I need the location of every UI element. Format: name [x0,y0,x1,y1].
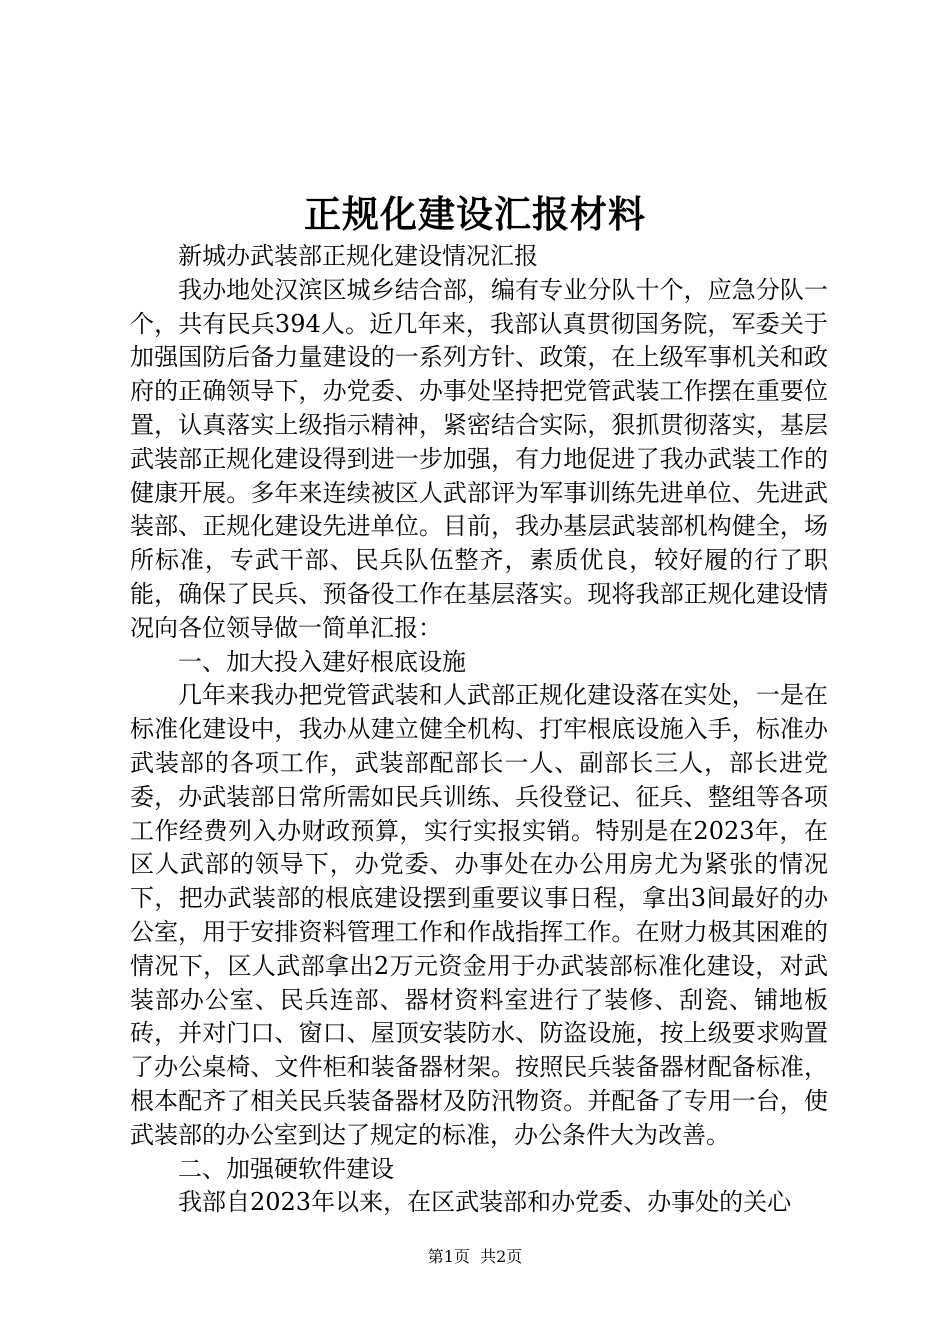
section-2-paragraph: 我部自2023年以来，在区武装部和办党委、办事处的关心 [178,1188,792,1217]
section-1-paragraph: 几年来我办把党管武装和人武部正规化建设落在实处，一是在标准化建设中，我办从建立健全机构、打牢根底设施入手，标准办武装部的各项工作，武装部配部长一人、副部长三人，部长进党委，办武装部日常所需如民兵训练、兵役登记、征兵、整组等各项工作经费列入办财政预算，实行实报实销。特别是在2023年，在区人武部的领导下，办党委、办事处在办公用房尤为紧张的情况下，把办武装部的根底建设摆到重要议事日程，拿出3间最好的办公室，用于安排资料管理工作和作战指挥工作。在财力极其困难的情况下，区人武部拿出2万元资金用于办武装部标准化建设，对武装部办公室、民兵连部、器材资料室进行了装修、刮瓷、铺地板砖，并对门口、窗口、屋顶安装防水、防盗设施，按上级要求购置了办公桌椅、文件柜和装备器材架。按照民兵装备器材配备标准，根本配齐了相关民兵装备器材及防汛物资。并配备了专用一台，使武装部的办公室到达了规定的标准，办公条件大为改善。 [130,681,828,1149]
intro-paragraph: 我办地处汉滨区城乡结合部，编有专业分队十个，应急分队一个，共有民兵394人。近几年来，我部认真贯彻国务院，军委关于加强国防后备力量建设的一系列方针、政策，在上级军事机关和政府的正确领导下，办党委、办事处坚持把党管武装工作摆在重要位置，认真落实上级指示精神，紧密结合实际，狠抓贯彻落实，基层武装部正规化建设得到进一步加强，有力地促进了我办武装工作的健康开展。多年来连续被区人武部评为军事训练先进单位、先进武装部、正规化建设先进单位。目前，我办基层武装部机构健全，场所标准，专武干部、民兵队伍整齐，素质优良，较好履的行了职能，确保了民兵、预备役工作在基层落实。现将我部正规化建设情况向各位领导做一简单汇报： [130,275,828,642]
document-body [130,240,828,1220]
page-number-current: 第1页 [427,1247,470,1266]
section-heading-1: 一、加大投入建好根底设施 [178,647,466,676]
section-heading-2: 二、加强硬软件建设 [178,1154,394,1183]
subtitle-paragraph: 新城办武装部正规化建设情况汇报 [178,242,538,270]
document-title: 正规化建设汇报材料 [304,192,646,236]
page-footer [0,1244,950,1267]
page-number-total: 共2页 [480,1247,523,1266]
